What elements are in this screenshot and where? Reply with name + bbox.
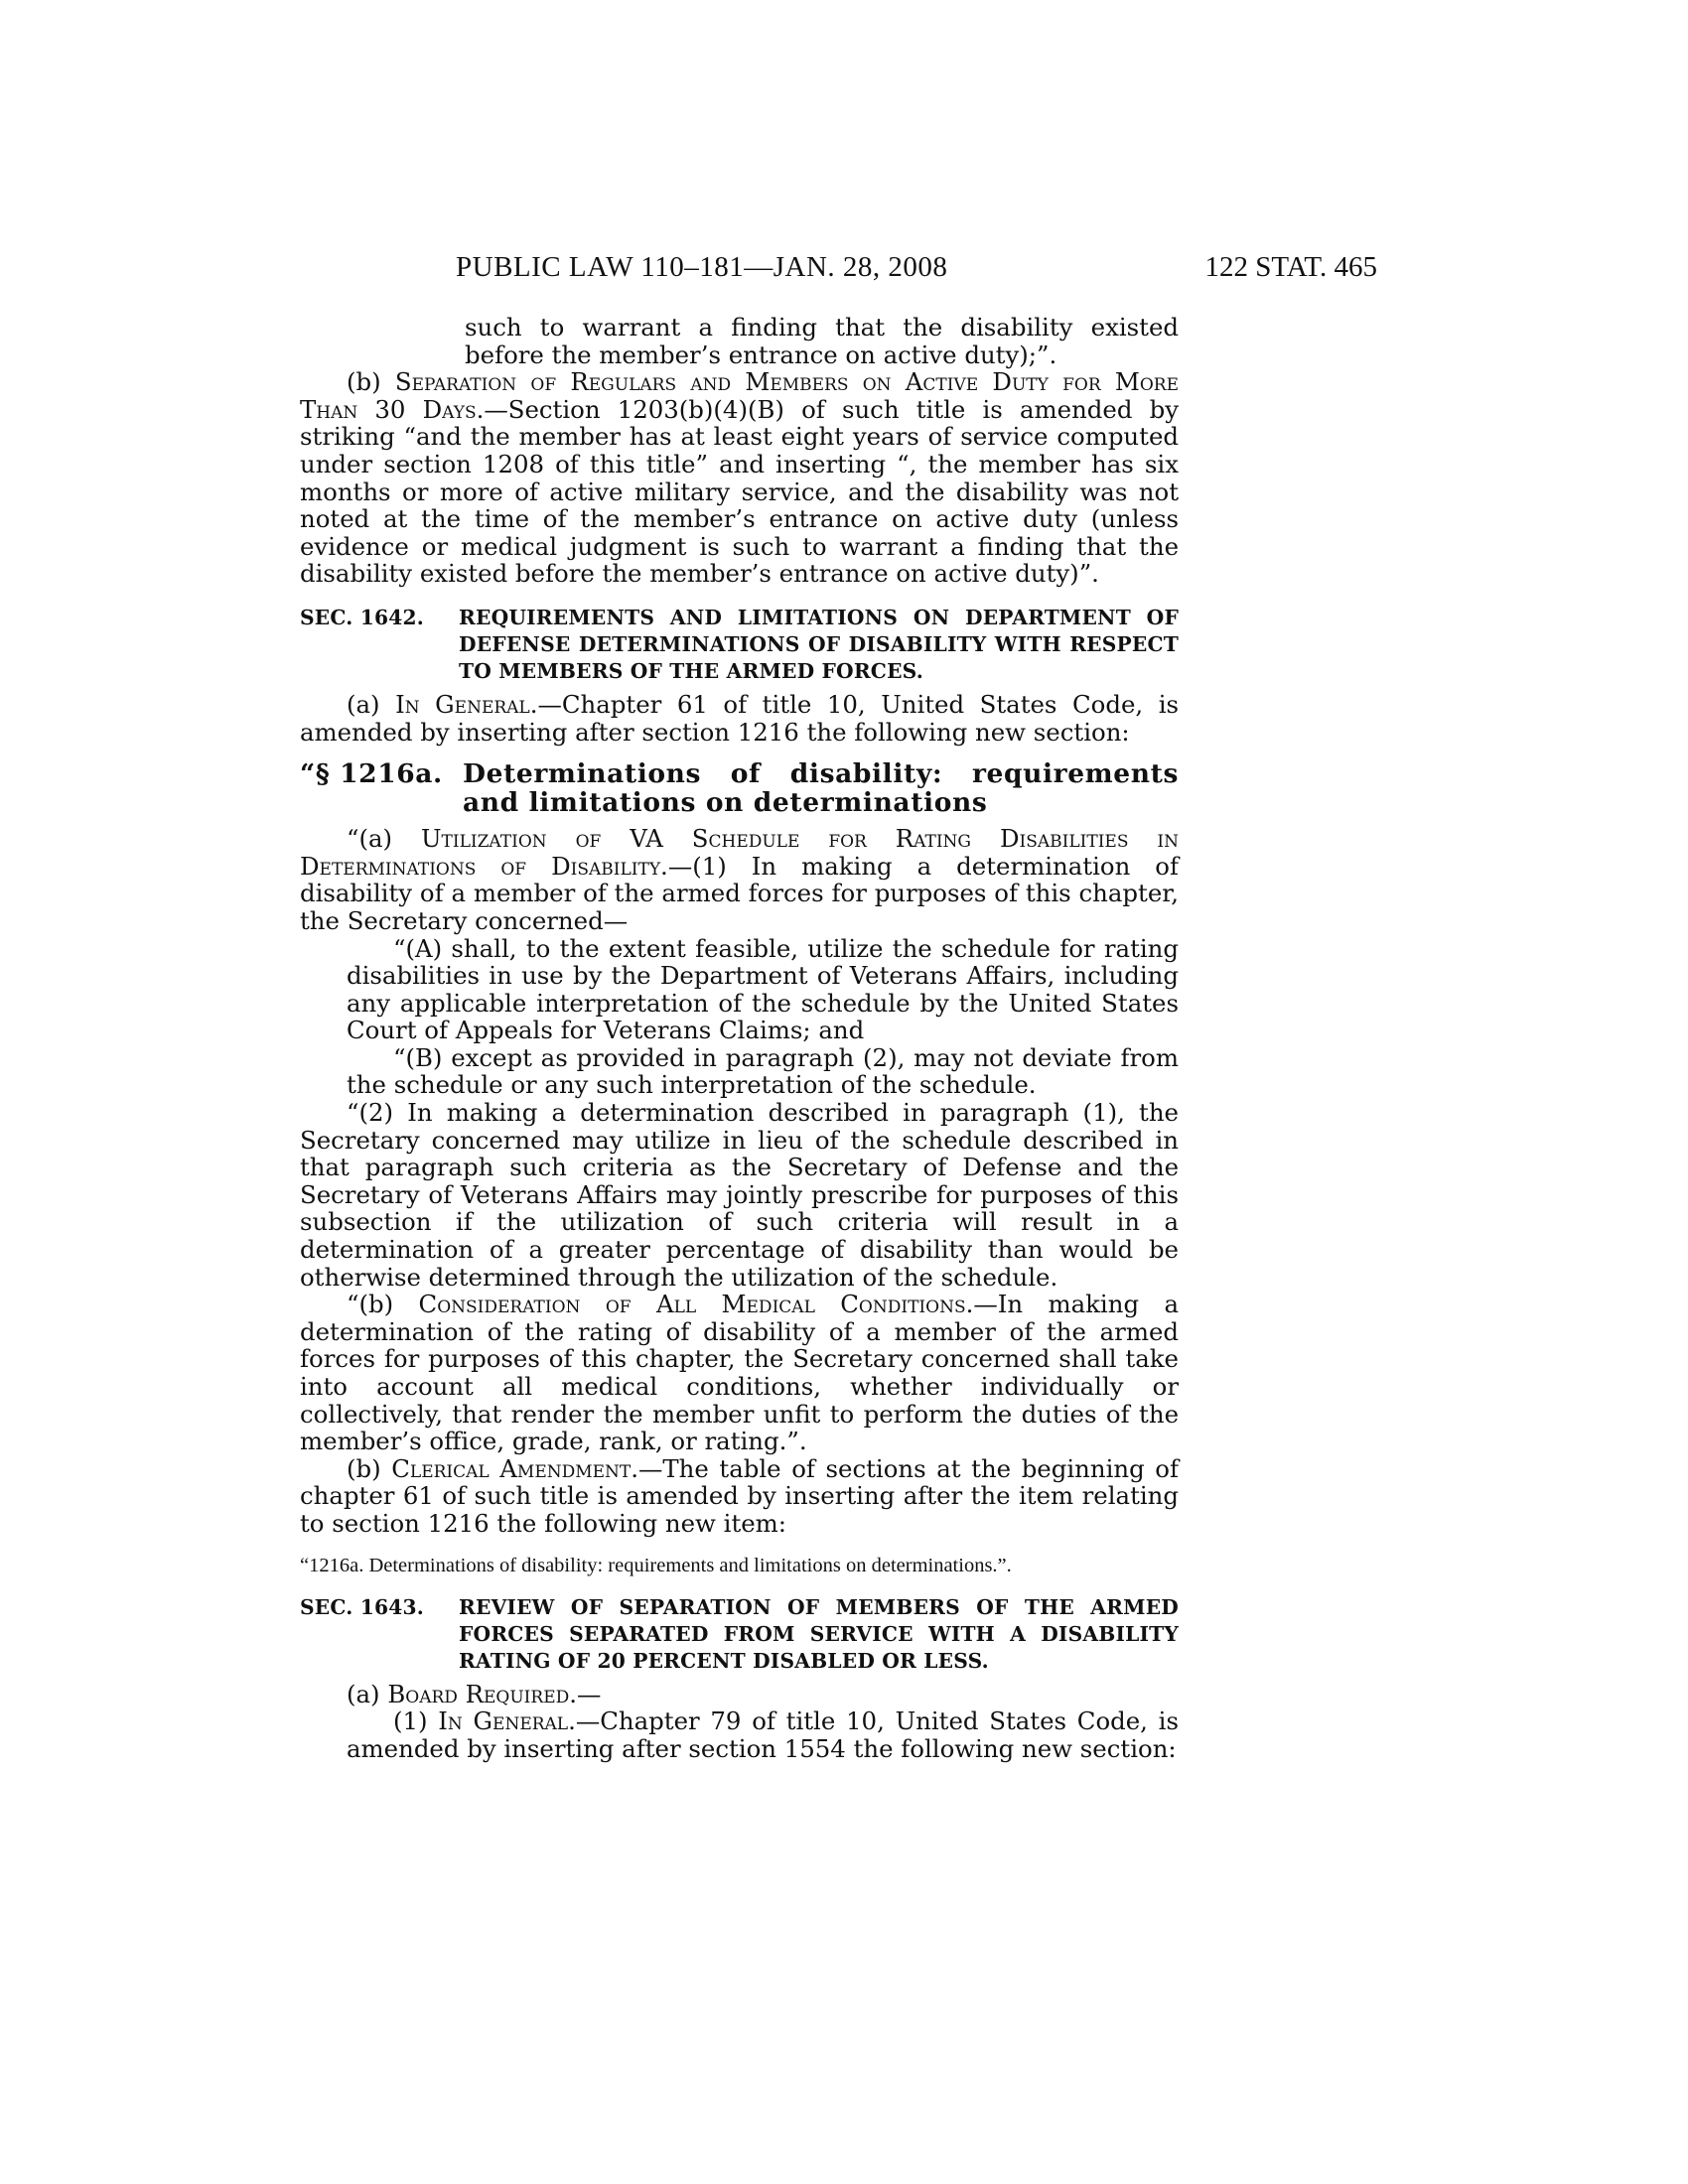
section-title: REQUIREMENTS AND LIMITATIONS ON DEPARTMENT OF DEFENSE DETERMINATIONS OF DISABILITY WITH RESPECT TO MEMBERS OF THE ARMED FORCES.	[459, 605, 1179, 683]
paragraph-heading: Clerical Amendment.	[391, 1453, 639, 1483]
paragraph-text: —Section 1203(b)(4)(B) of such title is amended by striking “and the member has at least eight years of service computed under section 1208 of this title” and inserting “, the member has six months or more of active military service, and the disability was not noted at the time of the member’s entrance on active duty (unless evidence or medical judgment is such to warrant a finding that the disability existed before the member’s entrance on active duty)”.	[300, 394, 1179, 589]
paragraph-continuation: such to warrant a finding that the disability existed before the member’s entrance on active duty);”.	[465, 313, 1179, 369]
section-heading-1642	[300, 605, 1179, 685]
section-title: REVIEW OF SEPARATION OF MEMBERS OF THE ARMED FORCES SEPARATED FROM SERVICE WITH A DISABILITY RATING OF 20 PERCENT DISABLED OR LESS.	[459, 1594, 1179, 1673]
document-body	[300, 314, 1179, 1762]
paragraph-text: —Chapter 61 of title 10, United States Code, is amended by inserting after section 1216 the following new section:	[300, 689, 1180, 747]
paragraph-heading: Utilization of VA Schedule for Rating Disabilities in Determinations of Disability.	[300, 824, 1180, 881]
paragraph-text: —Chapter 79 of title 10, United States Code, is amended by inserting after section 1554 the following new section:	[347, 1706, 1179, 1763]
paragraph-text: —In making a determination of the rating of disability of a member of the armed forces for purposes of this chapter, the Secretary concerned shall take into account all medical conditions, whether individually or collectively, that render the member unfit to perform the duties of the member’s office, grade, rank, or rating.”.	[300, 1290, 1179, 1456]
running-head: PUBLIC LAW 110–181—JAN. 28, 2008	[456, 251, 948, 283]
paragraph-heading: Separation of Regulars and Members on Active Duty for More Than 30 Days.	[300, 367, 1179, 424]
paragraph-lead: (a)	[347, 689, 396, 719]
paragraph-heading: In General.	[438, 1706, 576, 1736]
section-title-text: Determinations of disability: requirements and limitations on determinations	[463, 758, 1179, 819]
toc-number: “1216a.	[300, 1554, 364, 1576]
section-symbol: “§ 1216a.	[300, 758, 443, 790]
paragraph-1216a-b	[300, 1291, 1179, 1455]
paragraph-text: —The table of sections at the beginning of chapter 61 of such title is amended by inserting after the item relating to section 1216 the following new item:	[300, 1453, 1179, 1538]
stat-page-number: 122 STAT. 465	[1204, 251, 1377, 283]
paragraph-lead: (b)	[347, 367, 395, 397]
paragraph-in-general-1	[300, 1707, 1179, 1762]
paragraph-clerical-amendment	[300, 1455, 1179, 1538]
toc-text: Determinations of disability: requirements and limitations on determinations.”.	[368, 1554, 1012, 1576]
paragraph-lead: (a)	[347, 1679, 388, 1708]
table-of-sections-item	[300, 1554, 1179, 1577]
paragraph-clause-2: “(2) In making a determination described in paragraph (1), the Secretary concerned may utilize in lieu of the schedule described in that paragraph such criteria as the Secretary of Defense and the Secretary of Veterans Affairs may jointly prescribe for purposes of this subsection if the utilization of such criteria will result in a determination of a greater percentage of disability than would be otherwise determined through the utilization of the schedule.	[300, 1098, 1179, 1292]
document-page	[300, 0, 1377, 2184]
paragraph-text: —(1) In making a determination of disability of a member of the armed forces for purposes of this chapter, the Secretary concerned—	[300, 851, 1179, 935]
paragraph-1216a-a	[300, 825, 1179, 934]
section-number: SEC. 1642.	[300, 605, 424, 629]
section-title-1216a	[300, 759, 1179, 817]
paragraph-heading: Consideration of All Medical Conditions.	[418, 1290, 974, 1319]
paragraph-subsection-b	[300, 368, 1179, 588]
paragraph-clause-B: “(B) except as provided in paragraph (2), may not deviate from the schedule or any such interpretation of the schedule.	[347, 1042, 1179, 1100]
paragraph-subsection-a	[300, 691, 1179, 746]
paragraph-board-required	[300, 1681, 1179, 1708]
paragraph-text: —	[577, 1679, 602, 1708]
paragraph-lead: (b)	[347, 1453, 392, 1483]
paragraph-lead: (1)	[393, 1706, 439, 1736]
paragraph-lead: “(a)	[347, 824, 421, 854]
paragraph-clause-A: “(A) shall, to the extent feasible, utilize the schedule for rating disabilities in use by the Department of Veterans Affairs, including any applicable interpretation of the schedule by the United States Court of Appeals for Veterans Claims; and	[347, 933, 1179, 1045]
section-heading-1643	[300, 1594, 1179, 1675]
paragraph-lead: “(b)	[347, 1290, 419, 1319]
paragraph-heading: Board Required.	[387, 1679, 577, 1708]
paragraph-heading: In General.	[395, 689, 538, 719]
section-number: SEC. 1643.	[300, 1594, 424, 1619]
